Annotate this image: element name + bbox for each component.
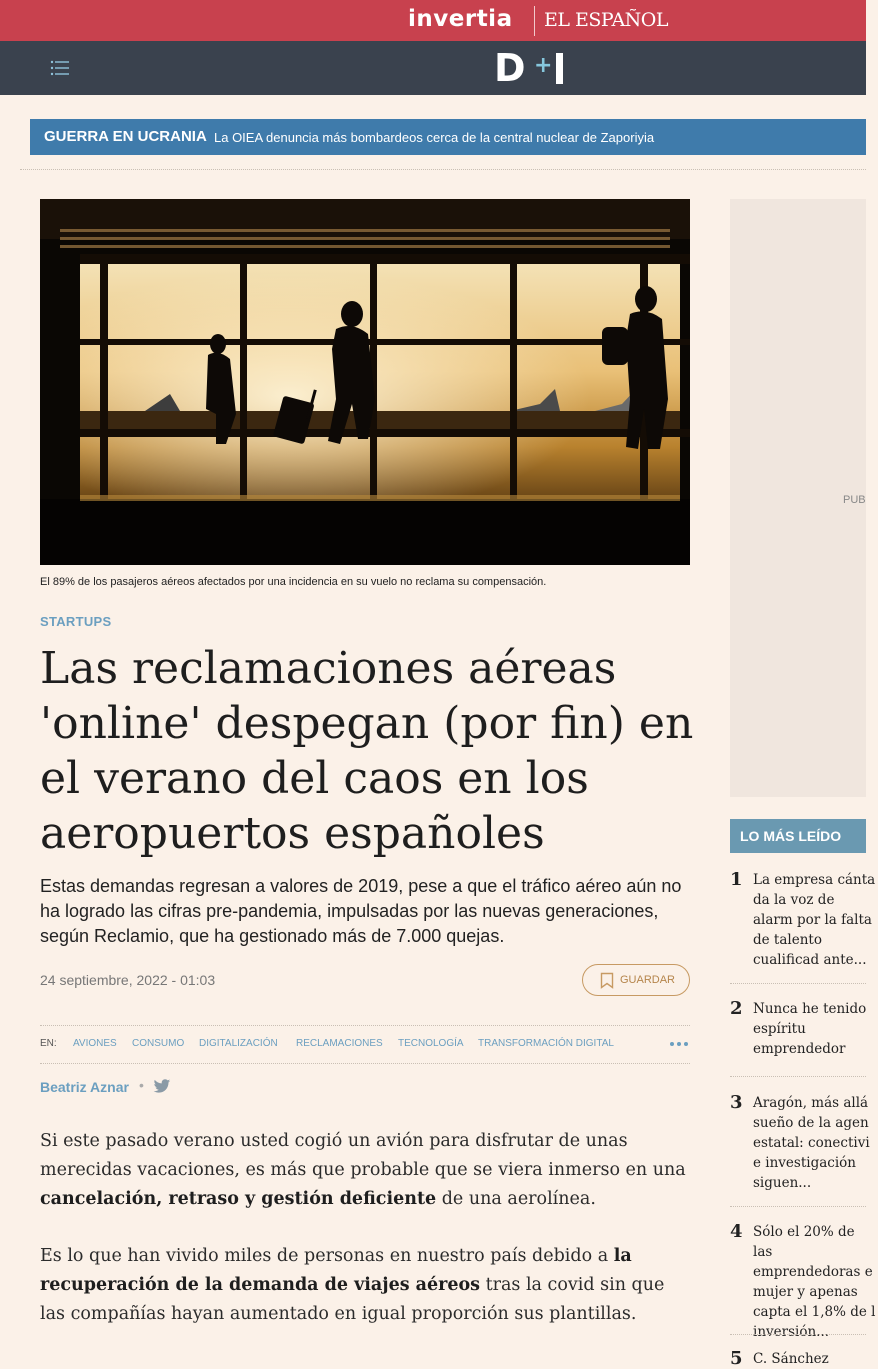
ticker-headline[interactable]: La OIEA denuncia más bombardeos cerca de la central nuclear de Zaporiyia	[214, 130, 655, 145]
brand-divider	[534, 6, 535, 36]
list-menu-icon[interactable]	[50, 59, 70, 77]
logo-i	[556, 53, 563, 84]
publish-time: 01:03	[180, 972, 216, 988]
el-espanol-logo[interactable]: EL ESPAÑOL	[544, 9, 668, 31]
main-navbar	[0, 41, 866, 95]
tags-separator-top	[40, 1025, 690, 1026]
article-paragraph	[40, 1127, 690, 1214]
ad-label: PUB	[843, 494, 866, 506]
most-read-divider	[730, 1206, 866, 1207]
header-separator	[20, 169, 866, 170]
paragraph-bold-text: la recuperación de la demanda de viajes aéreos	[40, 1246, 632, 1295]
rank-number: 2	[730, 998, 743, 1019]
article-headline: Las reclamaciones aéreas 'online' despegan (por fin) en el verano del caos en los aeropuertos españoles	[40, 643, 694, 859]
logo-d: D	[494, 46, 526, 90]
breaking-news-ticker[interactable]	[30, 119, 866, 155]
dot	[677, 1042, 681, 1046]
tags-separator-bottom	[40, 1063, 690, 1064]
image-caption: El 89% de los pasajeros aéreos afectados por una incidencia en su vuelo no reclama su compensación.	[40, 576, 547, 588]
tag-link[interactable]: AVIONES	[73, 1038, 117, 1049]
top-brand-bar	[0, 0, 866, 41]
paragraph-text: Es lo que han vivido miles de personas en nuestro país debido a	[40, 1246, 614, 1266]
most-read-divider	[730, 983, 866, 984]
twitter-icon[interactable]	[153, 1079, 171, 1094]
save-button-label: GUARDAR	[620, 974, 676, 986]
most-read-item[interactable]	[730, 1221, 876, 1340]
section-label[interactable]: STARTUPS	[40, 614, 112, 629]
bookmark-icon	[600, 972, 614, 989]
tag-link[interactable]: TRANSFORMACIÓN DIGITAL	[478, 1038, 614, 1049]
hero-image	[40, 199, 690, 565]
article-paragraph	[40, 1242, 690, 1329]
save-button[interactable]	[582, 964, 690, 996]
paragraph-text: tras la covid sin que las compañías hayan aumentado en igual proporción sus plantillas.	[40, 1275, 665, 1324]
most-read-title-text[interactable]: La empresa cánta da la voz de alarm por la falta de talento cualificad ante...	[753, 872, 876, 968]
more-tags-icon[interactable]	[668, 1036, 692, 1050]
most-read-item[interactable]	[730, 1092, 870, 1196]
most-read-title-text[interactable]: Sólo el 20% de las emprendedoras e mujer y apenas capta el 1,8% de l inversión...	[753, 1224, 876, 1340]
article-subheadline: Estas demandas regresan a valores de 2019, pese a que el tráfico aéreo aún no ha logrado las cifras pre-pandemia, impulsadas por las nuevas generaciones, según Reclamio, que ha gestionado más de 7.000 quejas.	[40, 876, 682, 946]
date-separator: -	[171, 972, 177, 988]
invertia-logo[interactable]: invertia	[408, 6, 513, 32]
rank-number: 3	[730, 1092, 743, 1113]
ticker-label: GUERRA EN UCRANIA	[44, 128, 207, 145]
most-read-title-text[interactable]: C. Sánchez	[753, 1351, 829, 1367]
rank-number: 4	[730, 1221, 743, 1242]
dot	[670, 1042, 674, 1046]
most-read-header	[730, 819, 866, 853]
tags-prefix: EN:	[40, 1038, 57, 1049]
most-read-item[interactable]	[730, 998, 866, 1060]
publish-datetime	[40, 972, 215, 988]
tag-link[interactable]: RECLAMACIONES	[296, 1038, 383, 1049]
tag-link[interactable]: CONSUMO	[132, 1038, 185, 1049]
most-read-title-text[interactable]: Aragón, más allá sueño de la agen estatal: conectivi e investigación siguen...	[753, 1095, 870, 1191]
most-read-title-text[interactable]: Nunca he tenido espíritu emprendedor	[753, 1001, 867, 1057]
publish-date: 24 septiembre, 2022	[40, 972, 168, 988]
most-read-item[interactable]	[730, 869, 876, 979]
logo-plus: +	[534, 53, 553, 78]
paragraph-text: de una aerolínea.	[436, 1189, 596, 1209]
author-separator: •	[139, 1077, 144, 1093]
most-read-item[interactable]	[730, 1348, 866, 1369]
tags-row	[40, 1038, 680, 1052]
author-link[interactable]: Beatriz Aznar	[40, 1079, 129, 1095]
rank-number: 5	[730, 1348, 743, 1369]
tag-link[interactable]: DIGITALIZACIÓN	[199, 1038, 278, 1049]
most-read-title: LO MÁS LEÍDO	[740, 828, 842, 844]
paragraph-text: Si este pasado verano usted cogió un avión para disfrutar de unas merecidas vacaciones, es más que probable que se viera inmerso en una	[40, 1131, 686, 1180]
paragraph-bold-text: cancelación, retraso y gestión deficiente	[40, 1189, 437, 1209]
most-read-divider	[730, 1334, 866, 1335]
dot	[684, 1042, 688, 1046]
tag-link[interactable]: TECNOLOGÍA	[398, 1038, 464, 1049]
rank-number: 1	[730, 869, 743, 890]
most-read-divider	[730, 1076, 866, 1077]
